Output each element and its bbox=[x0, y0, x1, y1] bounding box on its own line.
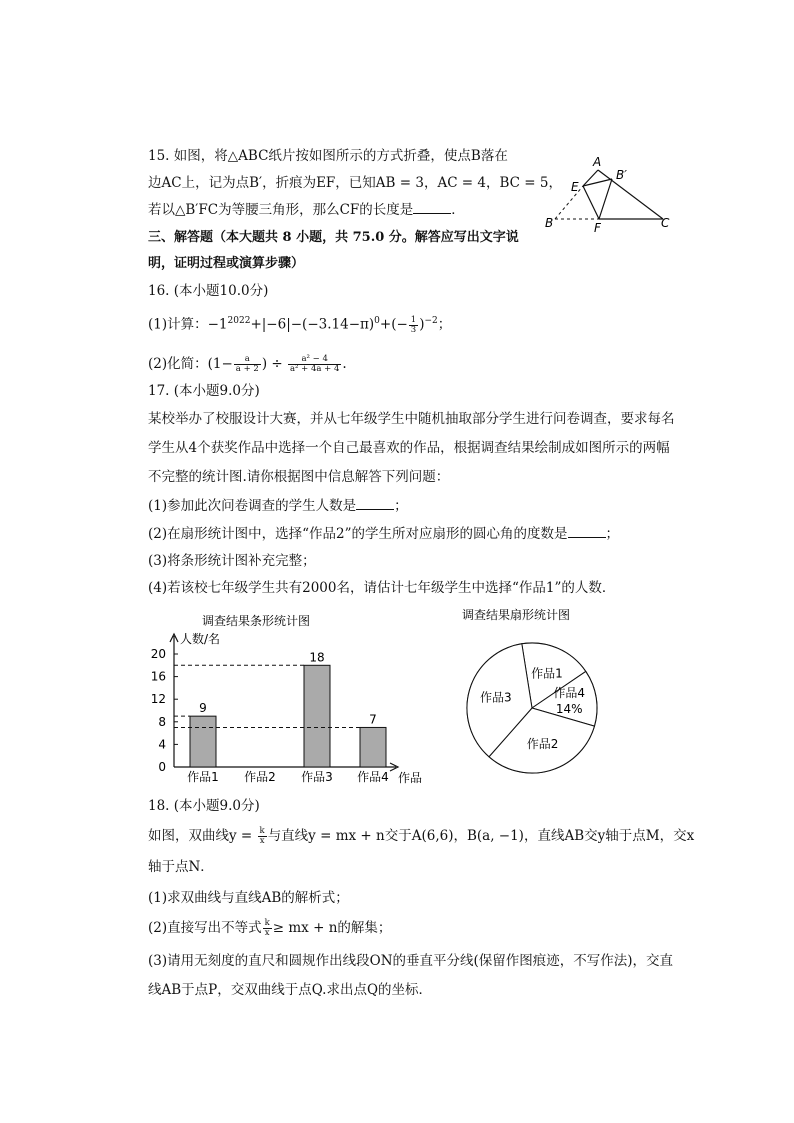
q16-p1-e: ； bbox=[437, 316, 452, 333]
label-a: A bbox=[593, 155, 602, 169]
segment-ef bbox=[583, 186, 599, 219]
q16-p1-a: (1)计算：−1 bbox=[148, 316, 228, 333]
q18-p2-fraction bbox=[263, 919, 272, 938]
segment-ac bbox=[598, 170, 663, 219]
q16-p1-den: 3 bbox=[410, 324, 417, 335]
pie-slice-label: 作品1 bbox=[531, 666, 563, 681]
q16-p2-b: ) ÷ bbox=[261, 356, 287, 372]
q17-part2 bbox=[148, 524, 619, 544]
x-tick-label: 作品2 bbox=[244, 770, 276, 784]
label-c: C bbox=[661, 216, 670, 230]
q16-p2-num2: a² − 4 bbox=[288, 355, 341, 365]
bar-chart-y-label: 人数/名 bbox=[180, 632, 221, 646]
label-b-prime: B′ bbox=[616, 168, 627, 182]
q18-intro-line2: 轴于点N． bbox=[148, 859, 214, 875]
q18-part2 bbox=[148, 918, 391, 938]
q16-p1-num: 1 bbox=[410, 314, 417, 325]
q17-part1 bbox=[148, 496, 408, 516]
pie-slice-label: 作品2 bbox=[526, 737, 559, 752]
segment-b1f bbox=[599, 179, 612, 219]
pie-chart-title: 调查结果扇形统计图 bbox=[462, 608, 571, 622]
pie-slice-label: 作品3 bbox=[479, 690, 512, 705]
triangle-fold-figure bbox=[545, 150, 675, 235]
q18-p2-num: k bbox=[264, 918, 270, 928]
answer-blank bbox=[568, 525, 606, 538]
pie-chart bbox=[452, 600, 612, 785]
segment-be-dashed bbox=[555, 186, 583, 219]
q18-intro-line1 bbox=[148, 826, 694, 846]
q16-p2-den1: a + 2 bbox=[235, 364, 259, 374]
x-tick-label: 作品1 bbox=[187, 770, 219, 784]
q17-p1-text: (1)参加此次问卷调查的学生人数是 bbox=[148, 498, 357, 514]
pie-slice-value: 14% bbox=[555, 702, 583, 717]
q16-p1-b: +|−6|−(−3.14−π) bbox=[250, 316, 375, 333]
label-b: B bbox=[545, 216, 554, 230]
label-e: E bbox=[571, 180, 579, 194]
label-f: F bbox=[594, 221, 601, 235]
y-tick-label: 12 bbox=[150, 692, 166, 707]
y-tick-label: 20 bbox=[150, 647, 166, 661]
q18-l1-den: x bbox=[259, 836, 265, 846]
segment-eb1 bbox=[583, 179, 612, 186]
bar-value-label: 7 bbox=[369, 712, 377, 727]
q15-line3 bbox=[148, 200, 465, 220]
q16-part1 bbox=[148, 311, 451, 335]
bar-chart-x-label: 作品 bbox=[398, 771, 423, 785]
q16-p2-den2: a² + 4a + 4 bbox=[289, 364, 340, 374]
q16-p2-c: . bbox=[342, 356, 347, 372]
q18-p2-den: x bbox=[264, 928, 270, 938]
q16-p1-d: ) bbox=[419, 316, 425, 333]
q18-l1-fraction bbox=[258, 827, 267, 846]
q18-p2-a: (2)直接写出不等式 bbox=[148, 920, 262, 936]
q16-p2-fraction2 bbox=[288, 355, 341, 374]
q17-p1-end: ； bbox=[394, 498, 408, 514]
y-tick-label: 16 bbox=[150, 669, 166, 684]
q17-intro: 某校举办了校服设计大赛，并从七年级学生中随机抽取部分学生进行问卷调查，要求每名学生从4个获奖作品中选择一个自己最喜欢的作品，根据调查结果绘制成如图所示的两幅不完整的统计图.请你根据图中信息解答下列问题： bbox=[148, 411, 675, 485]
y-tick-label: 0 bbox=[158, 760, 166, 774]
q15-line3-end: ． bbox=[451, 202, 465, 218]
bar bbox=[190, 716, 216, 767]
y-tick-label: 4 bbox=[158, 737, 166, 752]
q16-p1-exp: 2022 bbox=[227, 316, 251, 326]
q16-p2-a: (2)化简：(1− bbox=[148, 356, 233, 372]
q17-part3: (3)将条形统计图补充完整； bbox=[148, 553, 316, 569]
q16-p2-fraction1 bbox=[234, 355, 261, 374]
q16-p1-exp0: 0 bbox=[374, 316, 380, 326]
q17-heading: 17. (本小题9.0分) bbox=[148, 383, 260, 399]
q18-part3: (3)请用无刻度的直尺和圆规作出线段ON的垂直平分线(保留作图痕迹，不写作法)，交直线AB于点P，交双曲线于点Q.求出点Q的坐标． bbox=[148, 953, 674, 998]
q18-l1-a: 如图，双曲线y = bbox=[148, 828, 257, 844]
section3-heading-line1: 三、解答题（本大题共 8 小题，共 75.0 分。解答应写出文字说 bbox=[148, 230, 519, 245]
bar bbox=[304, 665, 330, 767]
q18-l1-num: k bbox=[259, 826, 265, 836]
q16-p2-num1: a bbox=[234, 355, 261, 365]
bar-chart bbox=[140, 606, 440, 791]
x-tick-label: 作品3 bbox=[301, 770, 333, 784]
q16-p1-exp2: −2 bbox=[424, 316, 438, 326]
q17-p2-text: (2)在扇形统计图中，选择“作品2”的学生所对应扇形的圆心角的度数是 bbox=[148, 526, 568, 542]
bar-chart-title: 调查结果条形统计图 bbox=[202, 614, 311, 628]
q17-part4: (4)若该校七年级学生共有2000名，请估计七年级学生中选择“作品1”的人数． bbox=[148, 580, 616, 596]
q17-p2-end: ； bbox=[605, 526, 620, 542]
q16-part2 bbox=[148, 354, 347, 374]
y-tick-label: 8 bbox=[158, 714, 166, 729]
q16-p1-c: +(− bbox=[379, 316, 408, 333]
bar bbox=[360, 727, 386, 767]
answer-blank bbox=[356, 497, 394, 510]
bar-value-label: 18 bbox=[309, 650, 325, 665]
q15-line2: 边AC上，记为点B′，折痕为EF，已知AB = 3，AC = 4，BC = 5， bbox=[148, 175, 562, 191]
bar-value-label: 9 bbox=[199, 701, 207, 716]
section3-heading-line2: 明，证明过程或演算步骤） bbox=[148, 256, 305, 271]
q16-p1-fraction bbox=[409, 316, 418, 335]
q18-p2-b: ≥ mx + n的解集； bbox=[272, 920, 392, 936]
q16-heading: 16. (本小题10.0分) bbox=[148, 283, 269, 299]
answer-blank bbox=[413, 201, 451, 214]
q15-line3-text: 若以△B′FC为等腰三角形，那么CF的长度是 bbox=[148, 202, 414, 218]
pie-slice-label: 作品4 bbox=[553, 686, 586, 701]
x-tick-label: 作品4 bbox=[357, 770, 389, 784]
q18-part1: (1)求双曲线与直线AB的解析式； bbox=[148, 890, 349, 906]
q15-line1: 15. 如图，将△ABC纸片按如图所示的方式折叠，使点B落在 bbox=[148, 148, 508, 164]
q18-heading: 18. (本小题9.0分) bbox=[148, 798, 260, 814]
q18-l1-b: 与直线y = mx + n交于A(6,6)，B(a, −1)，直线AB交y轴于点M，交x bbox=[267, 828, 695, 844]
